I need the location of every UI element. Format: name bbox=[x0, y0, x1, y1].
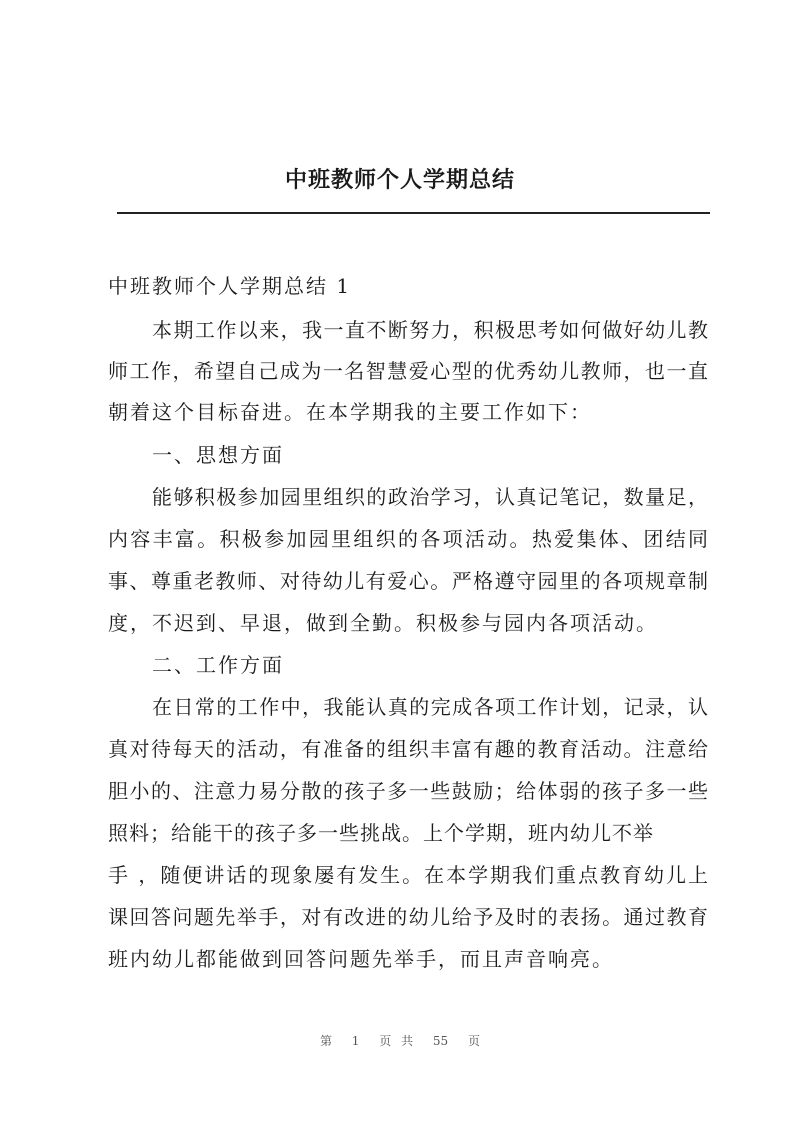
subsection-heading: 二、工作方面 bbox=[152, 653, 284, 677]
footer-total-pages: 55 bbox=[432, 1034, 449, 1048]
paragraph-line: 手 ，随便讲话的现象屡有发生。在本学期我们重点教育幼儿上 bbox=[108, 863, 708, 887]
paragraph-line: 在日常的工作中，我能认真的完成各项工作计划，记录，认 bbox=[152, 695, 708, 719]
paragraph-line: 真对待每天的活动，有准备的组织丰富有趣的教育活动。注意给 bbox=[108, 737, 708, 761]
footer-middle: 页 共 bbox=[379, 1034, 414, 1048]
section-heading: 中班教师个人学期总结 1 bbox=[108, 274, 352, 298]
document-title: 中班教师个人学期总结 bbox=[284, 167, 515, 193]
footer-suffix: 页 bbox=[468, 1034, 481, 1048]
title-divider bbox=[117, 212, 710, 214]
footer-prefix: 第 bbox=[319, 1034, 332, 1048]
paragraph-line: 朝着这个目标奋进。在本学期我的主要工作如下： bbox=[108, 400, 592, 424]
page-footer bbox=[0, 1032, 800, 1049]
paragraph-line: 度，不迟到、早退，做到全勤。积极参与园内各项活动。 bbox=[108, 611, 658, 635]
subsection-heading: 一、思想方面 bbox=[152, 443, 284, 467]
paragraph-line: 课回答问题先举手，对有改进的幼儿给予及时的表扬。通过教育 bbox=[108, 905, 708, 929]
paragraph-line: 师工作，希望自己成为一名智慧爱心型的优秀幼儿教师，也一直 bbox=[108, 359, 708, 383]
footer-current-page: 1 bbox=[351, 1034, 360, 1048]
paragraph-line: 胆小的、注意力易分散的孩子多一些鼓励；给体弱的孩子多一些 bbox=[108, 779, 708, 803]
paragraph-line: 本期工作以来，我一直不断努力，积极思考如何做好幼儿教 bbox=[152, 318, 708, 342]
paragraph-line: 内容丰富。积极参加园里组织的各项活动。热爱集体、团结同 bbox=[108, 527, 708, 551]
paragraph-line: 照料；给能干的孩子多一些挑战。上个学期，班内幼儿不举 bbox=[108, 821, 654, 845]
paragraph-line: 班内幼儿都能做到回答问题先举手，而且声音响亮。 bbox=[108, 947, 614, 971]
paragraph-line: 能够积极参加园里组织的政治学习，认真记笔记，数量足， bbox=[152, 485, 708, 509]
paragraph-line: 事、尊重老教师、对待幼儿有爱心。严格遵守园里的各项规章制 bbox=[108, 569, 708, 593]
